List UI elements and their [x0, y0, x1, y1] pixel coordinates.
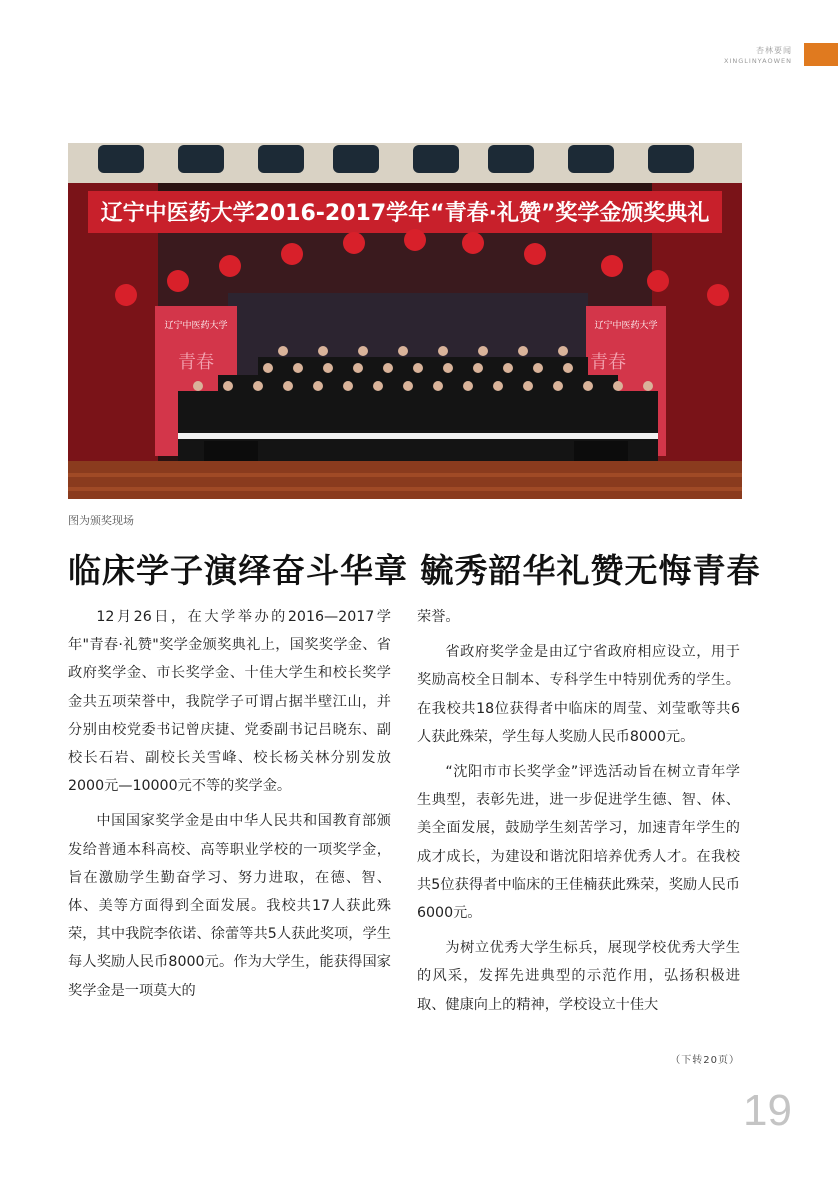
column-name: 杏林要闻 — [756, 46, 792, 55]
paragraph: 中国国家奖学金是由中华人民共和国教育部颁发给普通本科高校、高等职业学校的一项奖学金，旨在激励学生勤奋学习、努力进取，在德、智、体、美等方面得到全面发展。我校共17人获此殊荣，其中我院李依诺、徐蕾等共5人获此奖项，学生每人奖励人民币8000元。作为大学生，能获得国家奖学金是一项莫大的 — [68, 813, 391, 999]
side-text-left: 青春 — [178, 352, 214, 373]
header-accent-bar — [804, 43, 838, 66]
continued-note: （下转20页） — [670, 1055, 740, 1066]
paragraph: 为树立优秀大学生标兵，展现学校优秀大学生的风采，发挥先进典型的示范作用，弘扬积极进取、健康向上的精神，学校设立十佳大 — [417, 940, 740, 1013]
photo-caption: 图为颁奖现场 — [68, 514, 134, 527]
paragraph: “沈阳市市长奖学金”评选活动旨在树立青年学生典型，表彰先进，进一步促进学生德、智、体、美全面发展，鼓励学生刻苦学习，加速青年学生的成才成长，为建设和谐沈阳培养优秀人才。在我校共5位获得者中临床的王佳楠获此殊荣，奖励人民币6000元。 — [417, 764, 740, 922]
banner-text: 辽宁中医药大学2016-2017学年“青春·礼赞”奖学金颁奖典礼 — [100, 201, 710, 226]
page-number: 19 — [743, 1086, 792, 1135]
side-logo-right: 辽宁中医药大学 — [594, 321, 658, 331]
article-title: 临床学子演绎奋斗华章 毓秀韶华礼赞无悔青春 — [68, 551, 761, 590]
paragraph: 12月26日，在大学举办的2016—2017学年"青春·礼赞"奖学金颁奖典礼上，国奖奖学金、省政府奖学金、市长奖学金、十佳大学生和校长奖学金共五项荣誉中，我院学子可谓占据半壁江山，并分别由校党委书记曾庆捷、党委副书记吕晓东、副校长石岩、副校长关雪峰、校长杨关林分别发放2000元—10000元不等的奖学金。 — [68, 609, 391, 795]
paragraph-continuation: 荣誉。 — [417, 609, 460, 625]
paragraph: 省政府奖学金是由辽宁省政府相应设立，用于奖励高校全日制本、专科学生中特别优秀的学生。在我校共18位获得者中临床的周莹、刘莹歌等共6人获此殊荣，学生每人奖励人民币8000元。 — [417, 644, 740, 745]
column-name-en: XINGLINYAOWEN — [724, 57, 792, 65]
ceremony-photo — [68, 143, 742, 499]
side-logo-left: 辽宁中医药大学 — [164, 321, 228, 331]
article-column-right — [417, 603, 740, 1019]
article-column-left — [68, 603, 391, 1005]
side-text-right: 青春 — [590, 352, 626, 373]
